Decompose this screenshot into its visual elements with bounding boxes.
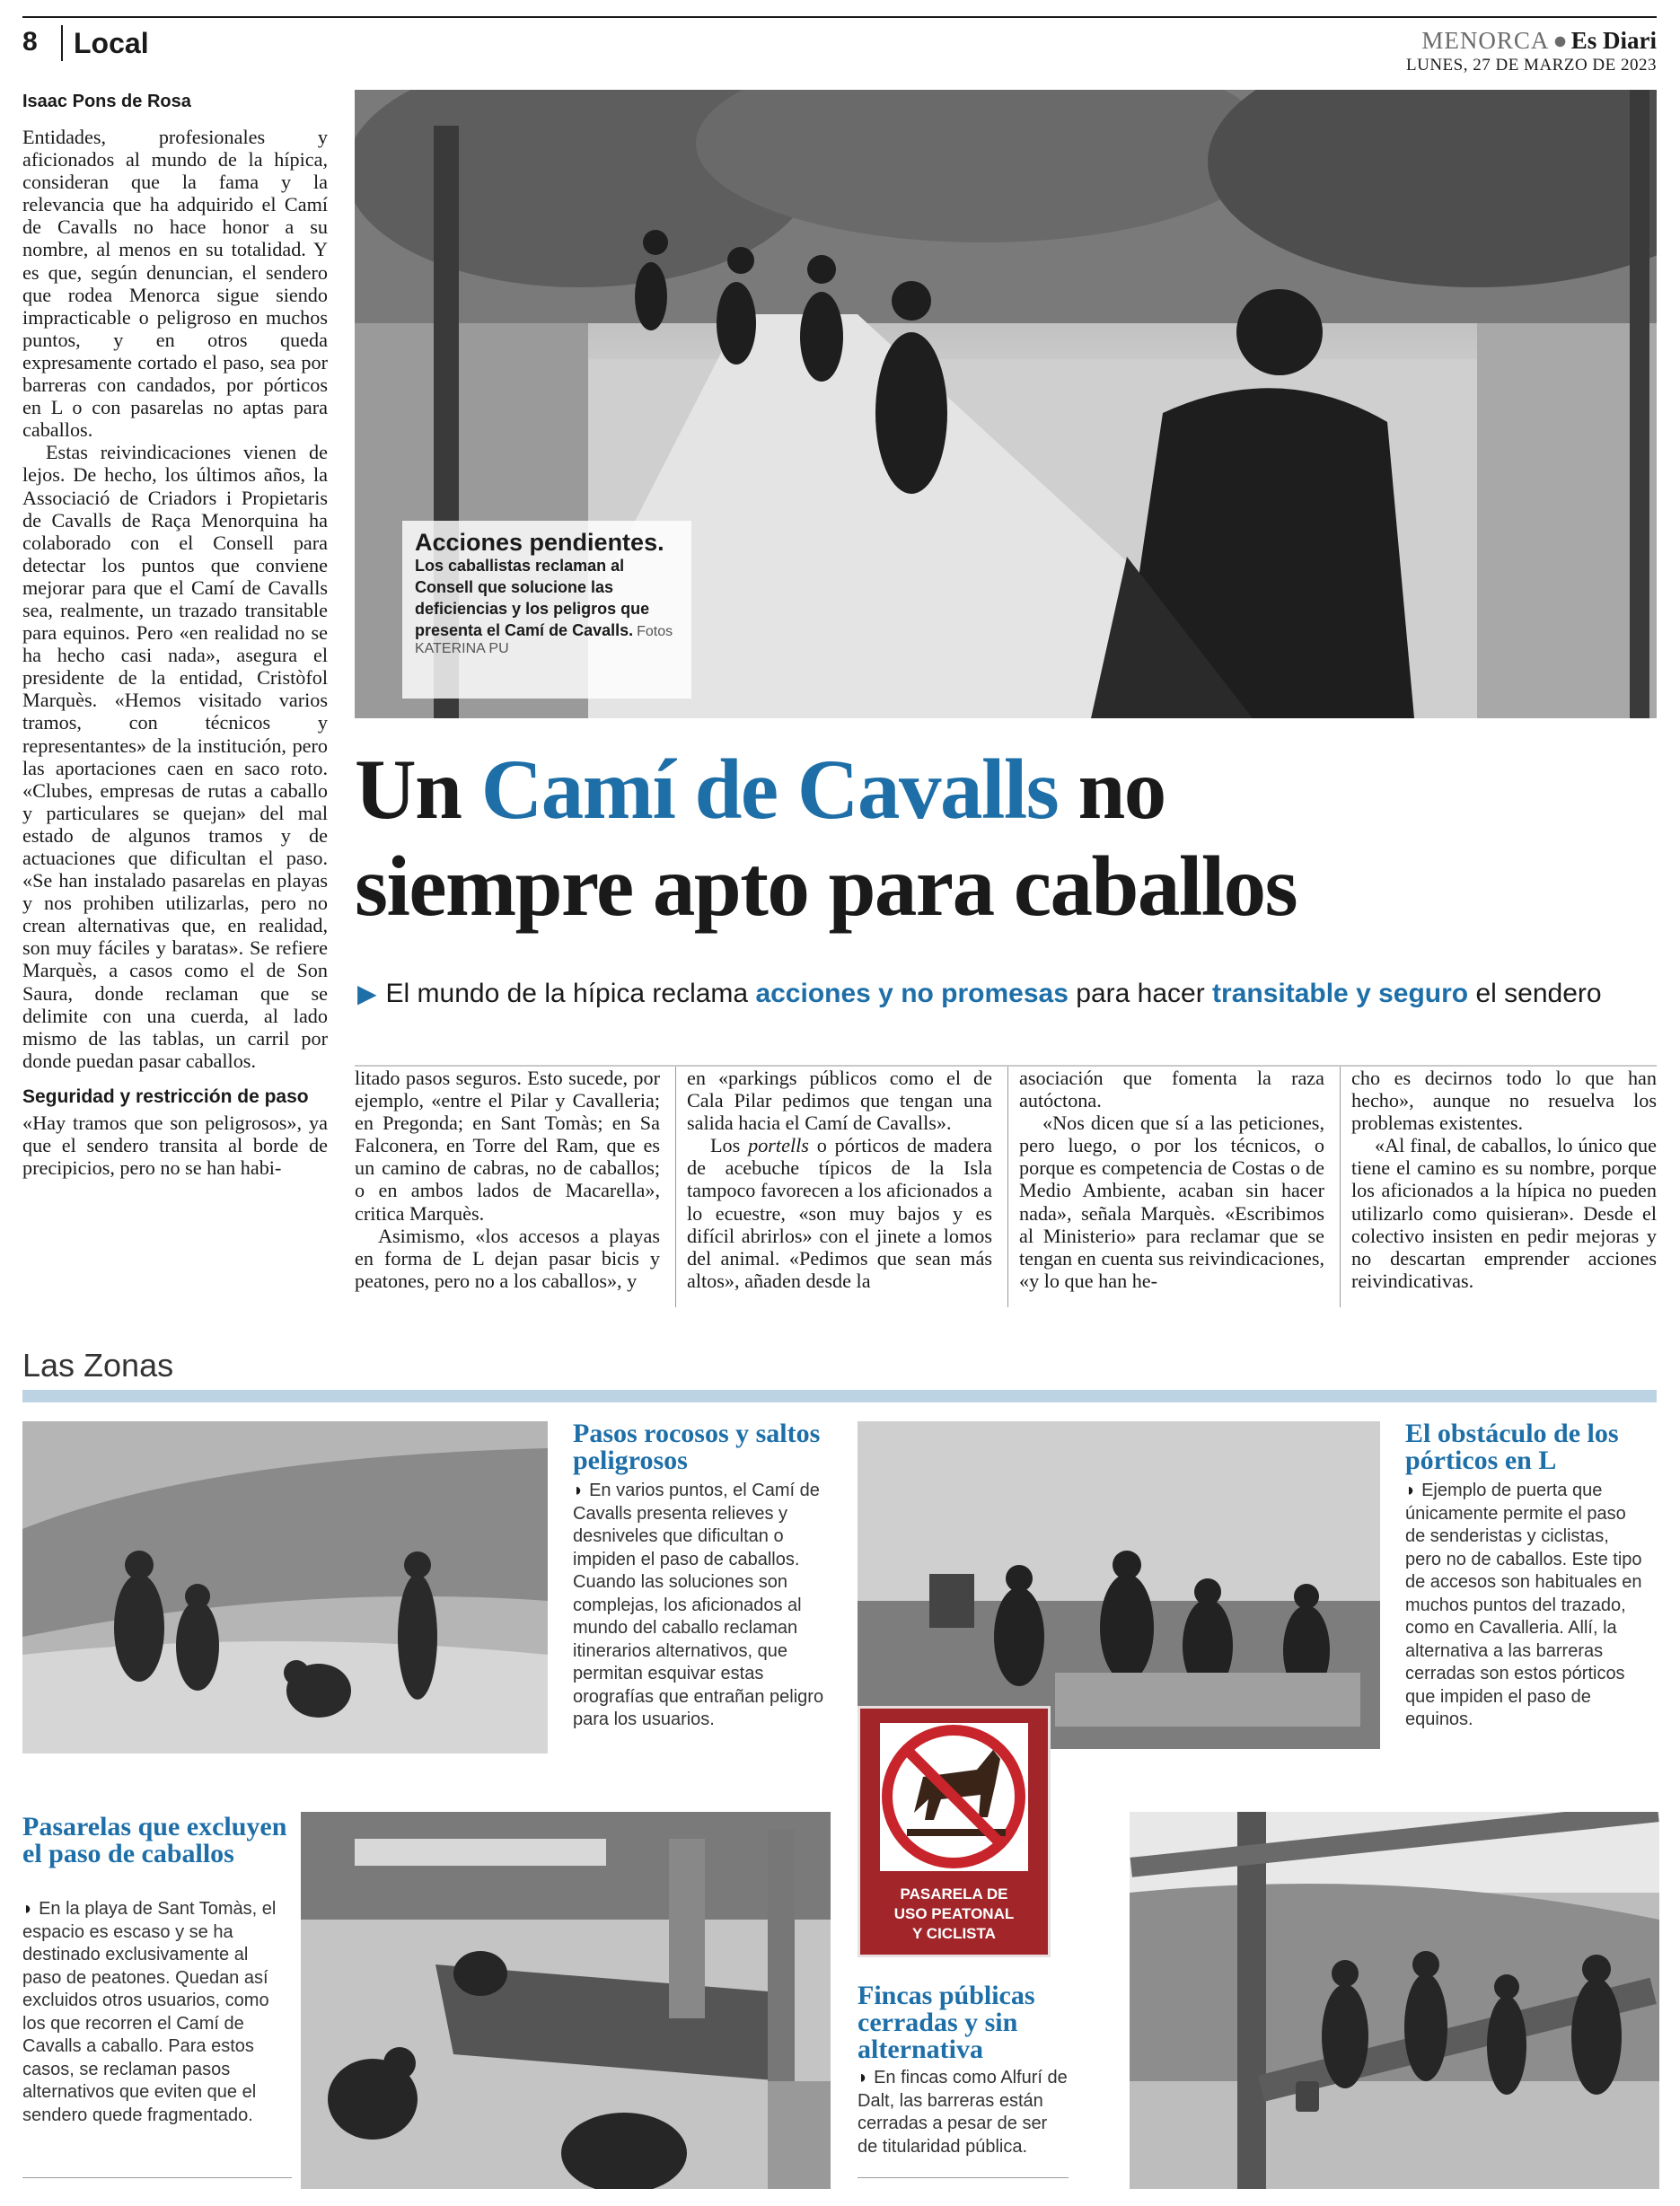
arrow-bullet-icon: ◗: [22, 1899, 34, 1919]
sign-line-2: USO PEATONAL: [893, 1905, 1015, 1922]
col3-p2-italic: portells: [748, 1134, 809, 1157]
photo-wooden-barrier-illustration: [1130, 1812, 1659, 2189]
zonas-section-title: Las Zonas: [22, 1347, 174, 1384]
subhead-b: acciones y no promesas: [755, 979, 1069, 1008]
page-separator: [61, 25, 63, 61]
zona-3-body: En la playa de Sant Tomàs, el espacio es escaso y se ha destinado exclusivamente al paso de peatones. Quedan así excluidos otros usuarios, como los que recorren el Camí de Cavalls a caballo. Para estos casos, se reclaman pasos alternativos que eviten que el sendero quede fragmentado.: [22, 1899, 277, 2125]
photo-rocky-path-illustration: [22, 1421, 548, 1753]
photo-caption: [402, 521, 691, 699]
headline-line-1: [355, 741, 1666, 838]
top-rule: [22, 16, 1657, 18]
col1-paragraph-2: Estas reivindicaciones vienen de lejos. De hecho, los últimos años, la Associació de Criadors i Propietaris de Cavalls de Raça Menorquina ha colaborado con el Consell para detectar los puntos que conviene mejorar para que el Camí de Cavalls sea, realmente, un trazado transitable para equinos. Pero «en realidad no se ha hecho casi nada», asegura el presidente de la entidad, Cristòfol Marquès. «Hemos visitado varios tramos, con técnicos y representantes» de la institución, pero las aportaciones caen en saco roto. «Clubes, empresas de rutas a caballo y particulares se quejan» del mal estado de algunos tramos y de actuaciones que dificultan el paso. «Se han instalado pasarelas en playas y nos prohiben utilizarlas, pero no crean alternativas que, en realidad, son muy fáciles y baratas». Se refiere Marquès, a casos como el de Son Saura, donde reclaman que se delimite con una cuerda, al lado mismo de las tablas, un carril por donde puedan pasar caballos.: [22, 441, 328, 1072]
photo-rocky-path: [22, 1421, 548, 1753]
zona-2-body: Ejemplo de puerta que únicamente permite el paso de senderistas y ciclistas, pero no de caballos. Este tipo de accesos son habituales en muchos puntos del trazado, como en Cavalleria. Allí, la alternativa a las barreras cerradas son estos pórticos que impiden el paso de equinos.: [1405, 1481, 1642, 1729]
sign-text: [860, 1885, 1048, 1944]
column-divider: [1340, 1067, 1341, 1307]
headline-line-2: siempre apto para caballos: [355, 839, 1297, 934]
photo-boardwalk-illustration: [301, 1812, 831, 2189]
zona-1-text: [573, 1480, 833, 1732]
issue-date: LUNES, 27 DE MARZO DE 2023: [1406, 56, 1657, 75]
subhead-e: el sendero: [1468, 979, 1602, 1008]
col3-p2-post: o pórticos de madera de acebuche típicos de la Isla tampoco favorecen a los aficionados a lo ecuestre, «son muy bajos y es difícil abrirlos» con el jinete a lomos del animal. «Pedimos que sean más altos», añaden desde la: [687, 1134, 992, 1292]
col5-paragraph-2: «Al final, de caballos, lo único que tiene el camino es su nombre, porque los aficionados a la hípica no pueden utilizarlo como quisieran». Desde el colectivo insisten en pedir mejoras y no descartan emprender acciones reivindicativas.: [1351, 1134, 1657, 1292]
article-column-4: [1019, 1067, 1324, 1292]
col3-paragraph-2: [687, 1134, 992, 1292]
zona-1-title: Pasos rocosos y saltos peligrosos: [573, 1419, 821, 1475]
arrow-bullet-icon: ◗: [1405, 1481, 1417, 1500]
zona-1-body: En varios puntos, el Camí de Cavalls presenta relieves y desniveles que dificultan o impiden el paso de caballos. Cuando las soluciones son complejas, los aficionados al mundo del caballo reclaman itinerarios alternativos, que permitan esquivar estas orografías que entrañan peligro para los usuarios.: [573, 1481, 824, 1729]
col4-paragraph-2: «Nos dicen que sí a las peticiones, pero luego, o por los técnicos, o porque es competencia de Costas o de Medio Ambiente, acaban sin hacer nada», señala Marquès. «Escribimos al Ministerio» para reclamar que se tengan en cuenta sus reivindicaciones, «y lo que han he-: [1019, 1112, 1324, 1292]
col1-paragraph-3: «Hay tramos que son peligrosos», ya que el sendero transita al borde de precipicios, pero no se han habi-: [22, 1111, 328, 1180]
article-column-2: [355, 1067, 660, 1292]
col2-paragraph-1: litado pasos seguros. Esto sucede, por ejemplo, «entre el Pilar y Cavalleria; en Pregonda; en Sant Tomàs; en Sa Falconera, en Torre del Ram, que es un camino de cabras, no de caballos; o en ambos lados de Macarella», critica Marquès.: [355, 1067, 660, 1225]
col2-paragraph-2: Asimismo, «los accesos a playas en forma de L dejan pasar bicis y peatones, pero no a los caballos», y: [355, 1224, 660, 1292]
col3-p2-pre: Los: [710, 1134, 749, 1157]
brand-dot: ●: [1552, 27, 1568, 54]
photo-wooden-barrier: [1130, 1812, 1659, 2189]
headline-highlight: Camí de Cavalls: [480, 742, 1059, 837]
photo-boardwalk: [301, 1812, 831, 2189]
headline: [355, 741, 1666, 935]
no-horses-icon: [860, 1714, 1048, 1885]
brand-es-diari: Es Diari: [1570, 27, 1657, 54]
page-number: 8: [22, 27, 38, 57]
zona-3-title: Pasarelas que excluyen el paso de caballos: [22, 1812, 287, 1868]
article-column-1: [22, 126, 328, 1320]
arrow-bullet-icon: ◗: [858, 2068, 869, 2087]
zona-2-title: El obstáculo de los pórticos en L: [1405, 1419, 1619, 1475]
newspaper-brand: [1421, 27, 1657, 55]
brand-menorca: MENORCA: [1421, 27, 1550, 54]
zona-2-text: [1405, 1480, 1648, 1732]
caption-credit: Fotos KATERINA PU: [415, 624, 673, 656]
zonas-band: [22, 1390, 1657, 1402]
sign-line-1: PASARELA DE: [900, 1885, 1008, 1903]
zona-4-body: En fincas como Alfurí de Dalt, las barreras están cerradas a pesar de ser de titularidad pública.: [858, 2068, 1068, 2157]
article-column-3: [687, 1067, 992, 1292]
zona-3-rule: [22, 2177, 292, 2178]
column-divider: [1007, 1067, 1008, 1307]
col4-paragraph-1: asociación que fomenta la raza autóctona.: [1019, 1067, 1324, 1112]
article-column-5: [1351, 1067, 1657, 1292]
zona-4-text: [858, 2067, 1069, 2158]
headline-pre: Un: [355, 742, 481, 837]
triangle-bullet-icon: ▶: [357, 980, 377, 1007]
caption-title: Acciones pendientes.: [415, 529, 664, 556]
col3-paragraph-1: en «parkings públicos como el de Cala Pilar pedimos que tengan una salida hacia el Camí de Cavalls».: [687, 1067, 992, 1135]
subheadline: [357, 979, 1602, 1009]
col5-paragraph-1: cho es decirnos todo lo que han hecho», aunque no resuelva los problemas existentes.: [1351, 1067, 1657, 1135]
photo-group-gate-illustration: [858, 1421, 1380, 1749]
section-label: Local: [74, 27, 149, 59]
col1-subtitle: Seguridad y restricción de paso: [22, 1085, 309, 1107]
subhead-a: El mundo de la hípica reclama: [385, 979, 756, 1008]
caption-text: Los caballistas reclaman al Consell que solucione las deficiencias y los peligros que presenta el Camí de Cavalls.: [415, 557, 650, 639]
byline: Isaac Pons de Rosa: [22, 92, 191, 111]
zona-3-text: [22, 1898, 292, 2127]
arrow-bullet-icon: ◗: [573, 1481, 585, 1500]
sign-line-3: Y CICLISTA: [912, 1925, 996, 1942]
subhead-d: transitable y seguro: [1212, 979, 1469, 1008]
col1-paragraph-1: Entidades, profesionales y aficionados al mundo de la hípica, consideran que la fama y la relevancia que ha adquirido el Camí de Cavalls no hace honor a su nombre, al menos en su totalidad. Y es que, según denuncian, el sendero que rodea Menorca sigue siendo impracticable o peligroso en muchos puntos, y en otros queda expresamente cortado el paso, sea por barreras con candados, por pórticos en L o con pasarelas no aptas para caballos.: [22, 126, 328, 442]
zona-4-title: Fincas públicas cerradas y sin alternativa: [858, 1981, 1035, 2064]
zona-4-rule: [858, 2177, 1069, 2178]
photo-group-gate: [858, 1421, 1380, 1749]
headline-post: no: [1058, 742, 1165, 837]
column-divider: [675, 1067, 676, 1307]
subhead-c: para hacer: [1068, 979, 1213, 1008]
no-horses-sign: [858, 1706, 1051, 1957]
